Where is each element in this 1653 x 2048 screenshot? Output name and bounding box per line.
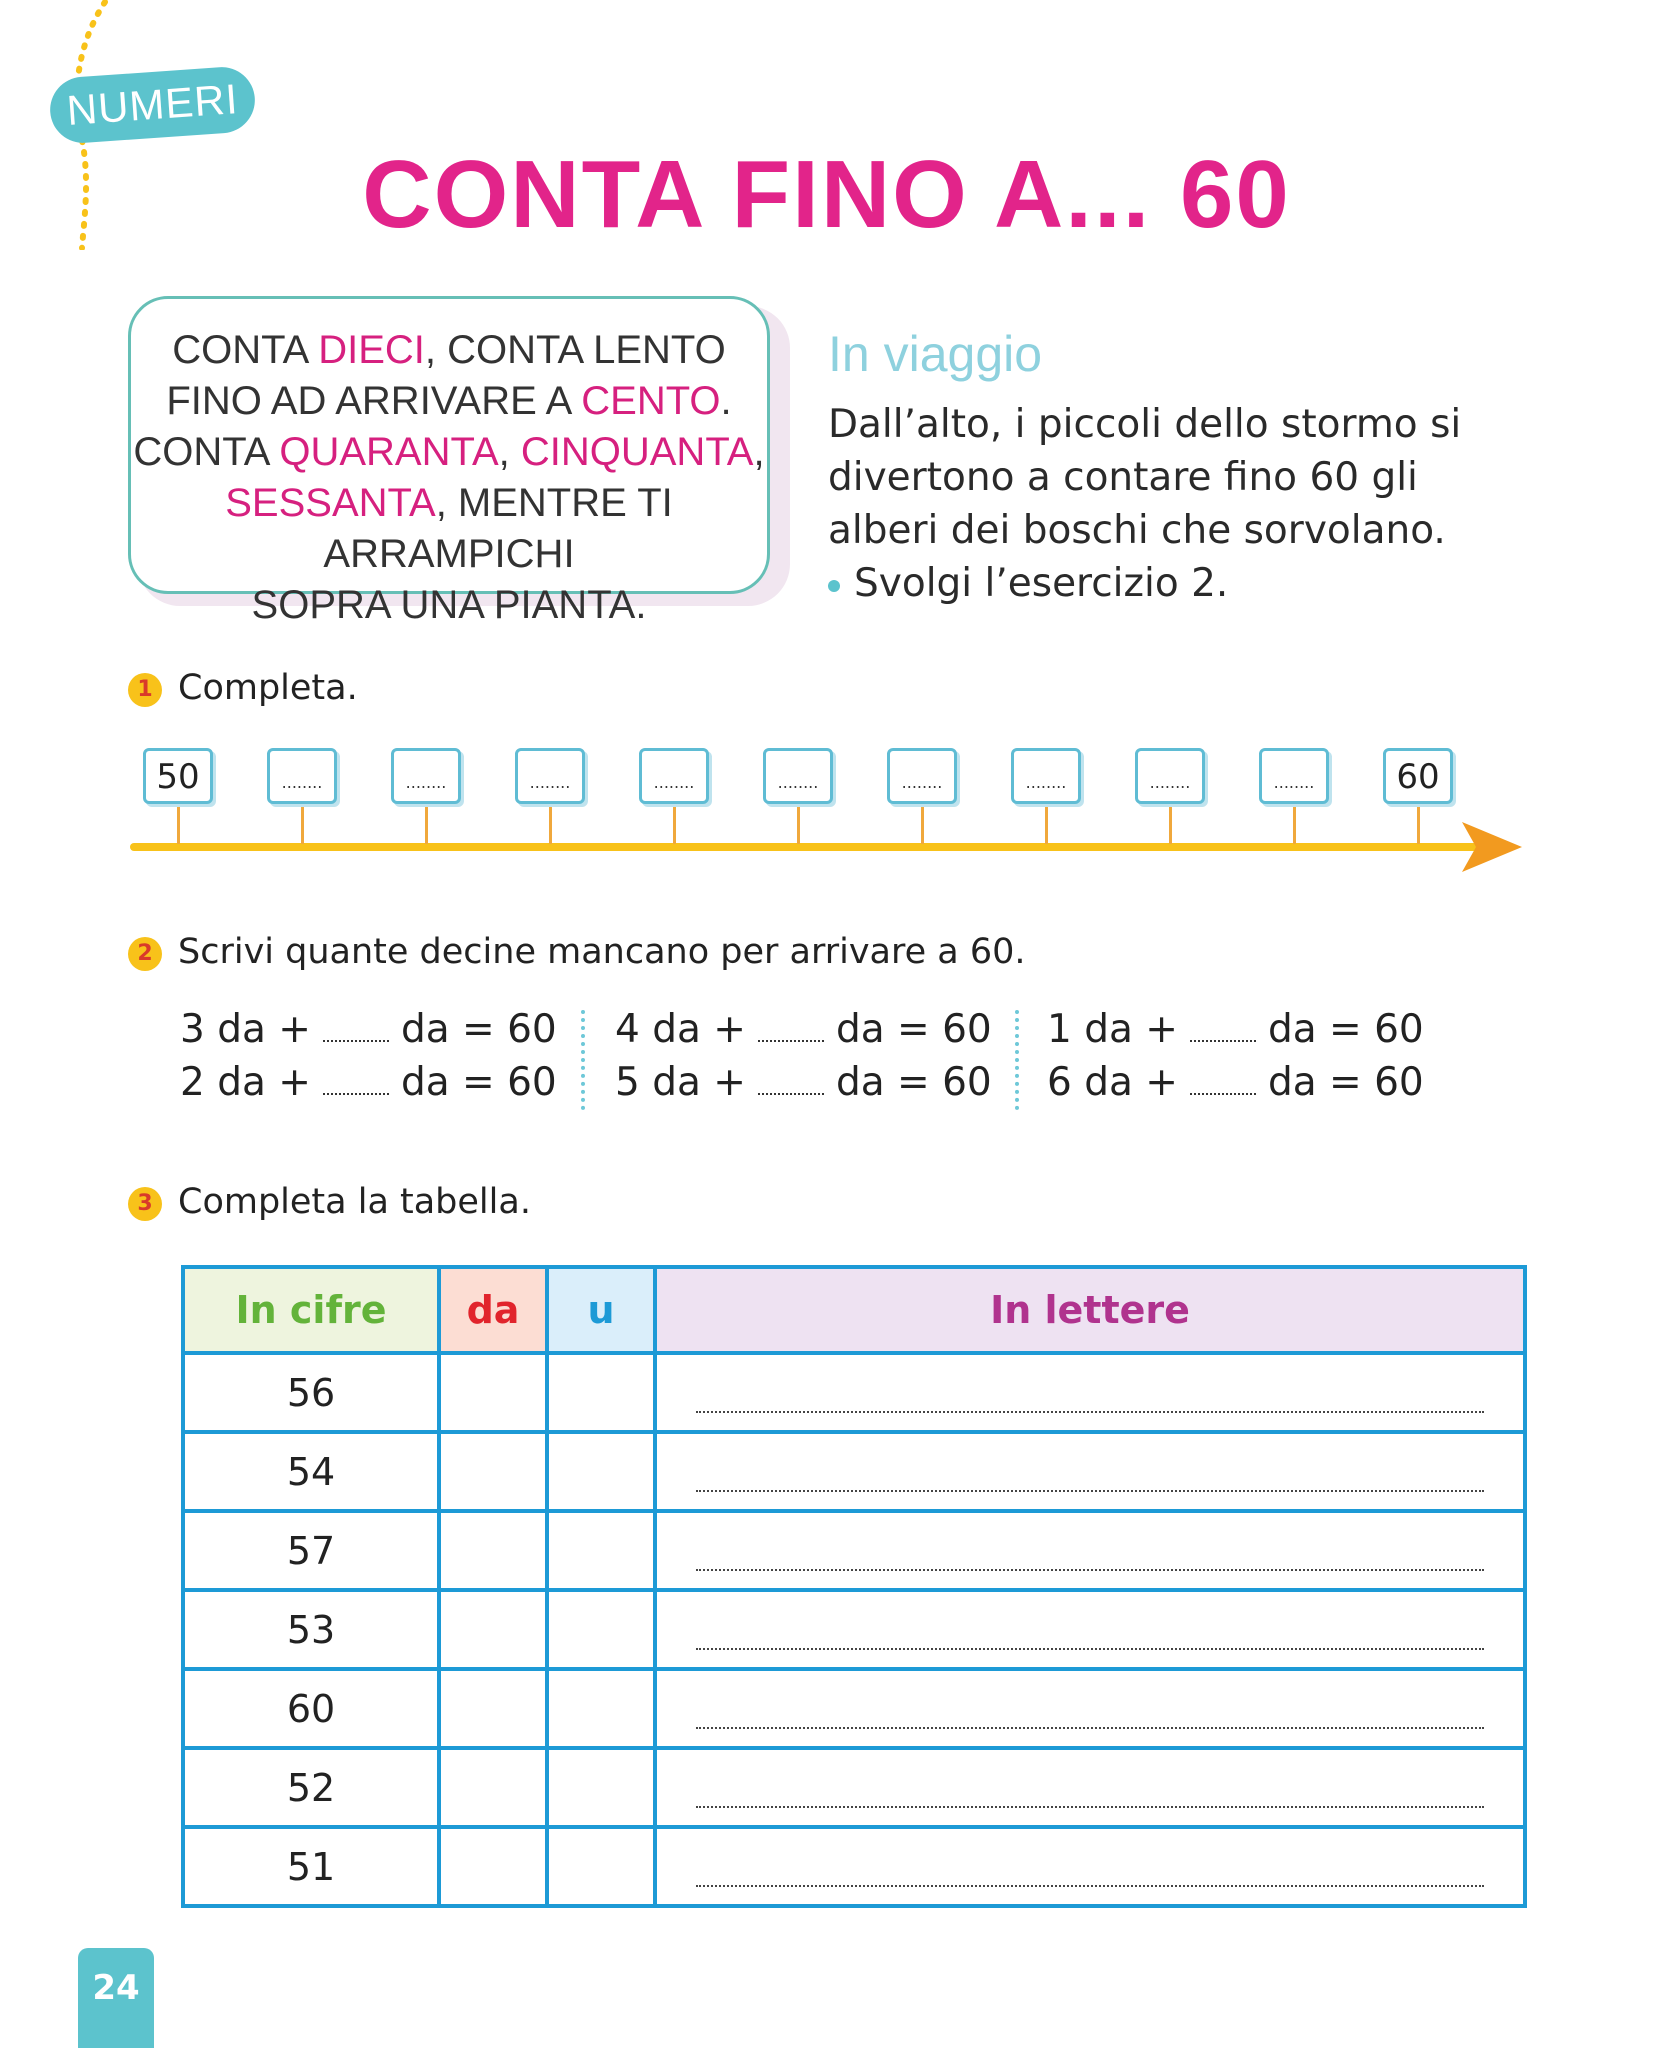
header-da: da [439,1267,547,1353]
highlighted-word: CINQUANTA [520,430,754,474]
sign-label: ........ [405,773,447,792]
rhyme-line [128,478,770,580]
sign-label: 60 [1396,757,1440,797]
cell-u[interactable] [547,1353,655,1432]
sign-label: ........ [1025,773,1067,792]
highlighted-word: SESSANTA [225,481,436,525]
cell-in-lettere[interactable] [655,1353,1525,1432]
table-row [183,1511,1525,1590]
cell-in-lettere[interactable] [655,1432,1525,1511]
number-sign-blank[interactable] [763,748,833,804]
number-sign [143,748,213,804]
cell-in-lettere[interactable] [655,1827,1525,1906]
numbers-table [181,1265,1527,1908]
header-u: u [547,1267,655,1353]
highlighted-word: QUARANTA [279,430,499,474]
number-line-tick [1293,806,1296,844]
cell-in-cifre: 57 [183,1511,439,1590]
cell-in-lettere[interactable] [655,1669,1525,1748]
answer-blank[interactable] [758,1034,824,1042]
sign-label: ........ [281,773,323,792]
equation: 2 da + da = 60 [180,1060,557,1105]
cell-da[interactable] [439,1748,547,1827]
write-line [696,1409,1484,1413]
write-line [696,1646,1484,1650]
number-line-tick [1169,806,1172,844]
cell-u[interactable] [547,1748,655,1827]
cell-in-cifre: 53 [183,1590,439,1669]
exercise-3-heading [128,1182,531,1222]
sign-label: 50 [156,757,200,797]
number-sign-blank[interactable] [515,748,585,804]
answer-blank[interactable] [1190,1087,1256,1095]
bullet-dot-icon [828,580,840,592]
header-in-lettere: In lettere [655,1267,1525,1353]
equation-column-1 [180,1003,557,1109]
table-row [183,1353,1525,1432]
rhyme-segment: CONTA [172,328,319,372]
sign-label: ........ [529,773,571,792]
cell-in-cifre: 54 [183,1432,439,1511]
section-tag: NUMERI [48,65,257,145]
sign-label: ........ [901,773,943,792]
cell-in-lettere[interactable] [655,1748,1525,1827]
number-line-tick [301,806,304,844]
header-in-cifre: In cifre [183,1267,439,1353]
cell-in-cifre: 60 [183,1669,439,1748]
table-header-row [183,1267,1525,1353]
viaggio-text-block [828,398,1528,610]
cell-u[interactable] [547,1432,655,1511]
exercise-1-heading [128,668,358,708]
table-row [183,1590,1525,1669]
rhyme-line [128,427,770,478]
table-row [183,1669,1525,1748]
number-sign-blank[interactable] [391,748,461,804]
highlighted-word: CENTO [581,379,721,423]
exercise-1-title: Completa. [178,668,358,708]
column-separator [581,1010,585,1110]
number-sign [1383,748,1453,804]
number-sign-blank[interactable] [267,748,337,804]
number-line-tick [549,806,552,844]
column-separator [1015,1010,1019,1110]
write-line [696,1804,1484,1808]
number-line-tick [1417,806,1420,844]
exercise-3-title: Completa la tabella. [178,1182,531,1222]
rhyme-segment: . [720,379,732,423]
sign-label: ........ [1149,773,1191,792]
viaggio-text: Dall’alto, i piccoli dello stormo si divertono a contare fino 60 gli alberi dei boschi che sorvolano. [828,402,1462,553]
rhyme-line [128,376,770,427]
rhyme-segment: FINO AD ARRIVARE A [166,379,582,423]
write-line [696,1725,1484,1729]
equation-column-2 [615,1003,992,1109]
cell-da[interactable] [439,1511,547,1590]
number-line-tick [673,806,676,844]
rhyme-line [128,580,770,631]
number-line-tick [1045,806,1048,844]
number-sign-blank[interactable] [1011,748,1081,804]
equation: 6 da + da = 60 [1047,1060,1424,1105]
exercise-number-badge: 1 [128,673,162,707]
cell-da[interactable] [439,1669,547,1748]
number-sign-blank[interactable] [887,748,957,804]
viaggio-bullet [828,557,1528,610]
answer-blank[interactable] [323,1034,389,1042]
cell-u[interactable] [547,1827,655,1906]
cell-da[interactable] [439,1827,547,1906]
number-sign-blank[interactable] [1135,748,1205,804]
equation: 1 da + da = 60 [1047,1007,1424,1052]
rhyme-segment: , MENTRE TI ARRAMPICHI [323,481,673,576]
number-line [130,843,1480,851]
cell-da[interactable] [439,1590,547,1669]
cell-da[interactable] [439,1353,547,1432]
rhyme-segment: , [498,430,521,474]
page-number: 24 [78,1948,154,2048]
number-sign-blank[interactable] [639,748,709,804]
rhyme-line [128,325,770,376]
cell-in-cifre: 56 [183,1353,439,1432]
write-line [696,1567,1484,1571]
rhyme-segment: CONTA [133,430,280,474]
equation: 3 da + da = 60 [180,1007,557,1052]
answer-blank[interactable] [1190,1034,1256,1042]
cell-in-cifre: 51 [183,1827,439,1906]
highlighted-word: DIECI [318,328,425,372]
number-sign-blank[interactable] [1259,748,1329,804]
answer-blank[interactable] [758,1087,824,1095]
cell-da[interactable] [439,1432,547,1511]
write-line [696,1488,1484,1492]
exercise-2-heading [128,932,1026,972]
number-line-tick [921,806,924,844]
number-line-tick [425,806,428,844]
table-row [183,1748,1525,1827]
exercise-number-badge: 2 [128,937,162,971]
arrow-head-icon [1462,822,1526,872]
cell-in-lettere[interactable] [655,1511,1525,1590]
number-line-tick [177,806,180,844]
viaggio-title: In viaggio [828,326,1043,382]
cell-in-lettere[interactable] [655,1590,1525,1669]
sign-label: ........ [777,773,819,792]
answer-blank[interactable] [323,1087,389,1095]
cell-in-cifre: 52 [183,1748,439,1827]
cell-u[interactable] [547,1669,655,1748]
rhyme-segment: SOPRA UNA PIANTA. [251,583,647,627]
cell-u[interactable] [547,1511,655,1590]
equation-column-3 [1047,1003,1424,1109]
rhyme-text [128,325,770,631]
write-line [696,1883,1484,1887]
page-title: CONTA FINO A... 60 [362,141,1291,248]
sign-label: ........ [653,773,695,792]
rhyme-segment: , [753,430,765,474]
number-line-tick [797,806,800,844]
exercise-number-badge: 3 [128,1187,162,1221]
cell-u[interactable] [547,1590,655,1669]
table-row [183,1827,1525,1906]
exercise-2-title: Scrivi quante decine mancano per arrivare a 60. [178,932,1026,972]
sign-label: ........ [1273,773,1315,792]
viaggio-bullet-text: Svolgi l’esercizio 2. [854,561,1229,606]
rhyme-segment: , CONTA LENTO [424,328,726,372]
equation: 4 da + da = 60 [615,1007,992,1052]
equation: 5 da + da = 60 [615,1060,992,1105]
table-row [183,1432,1525,1511]
